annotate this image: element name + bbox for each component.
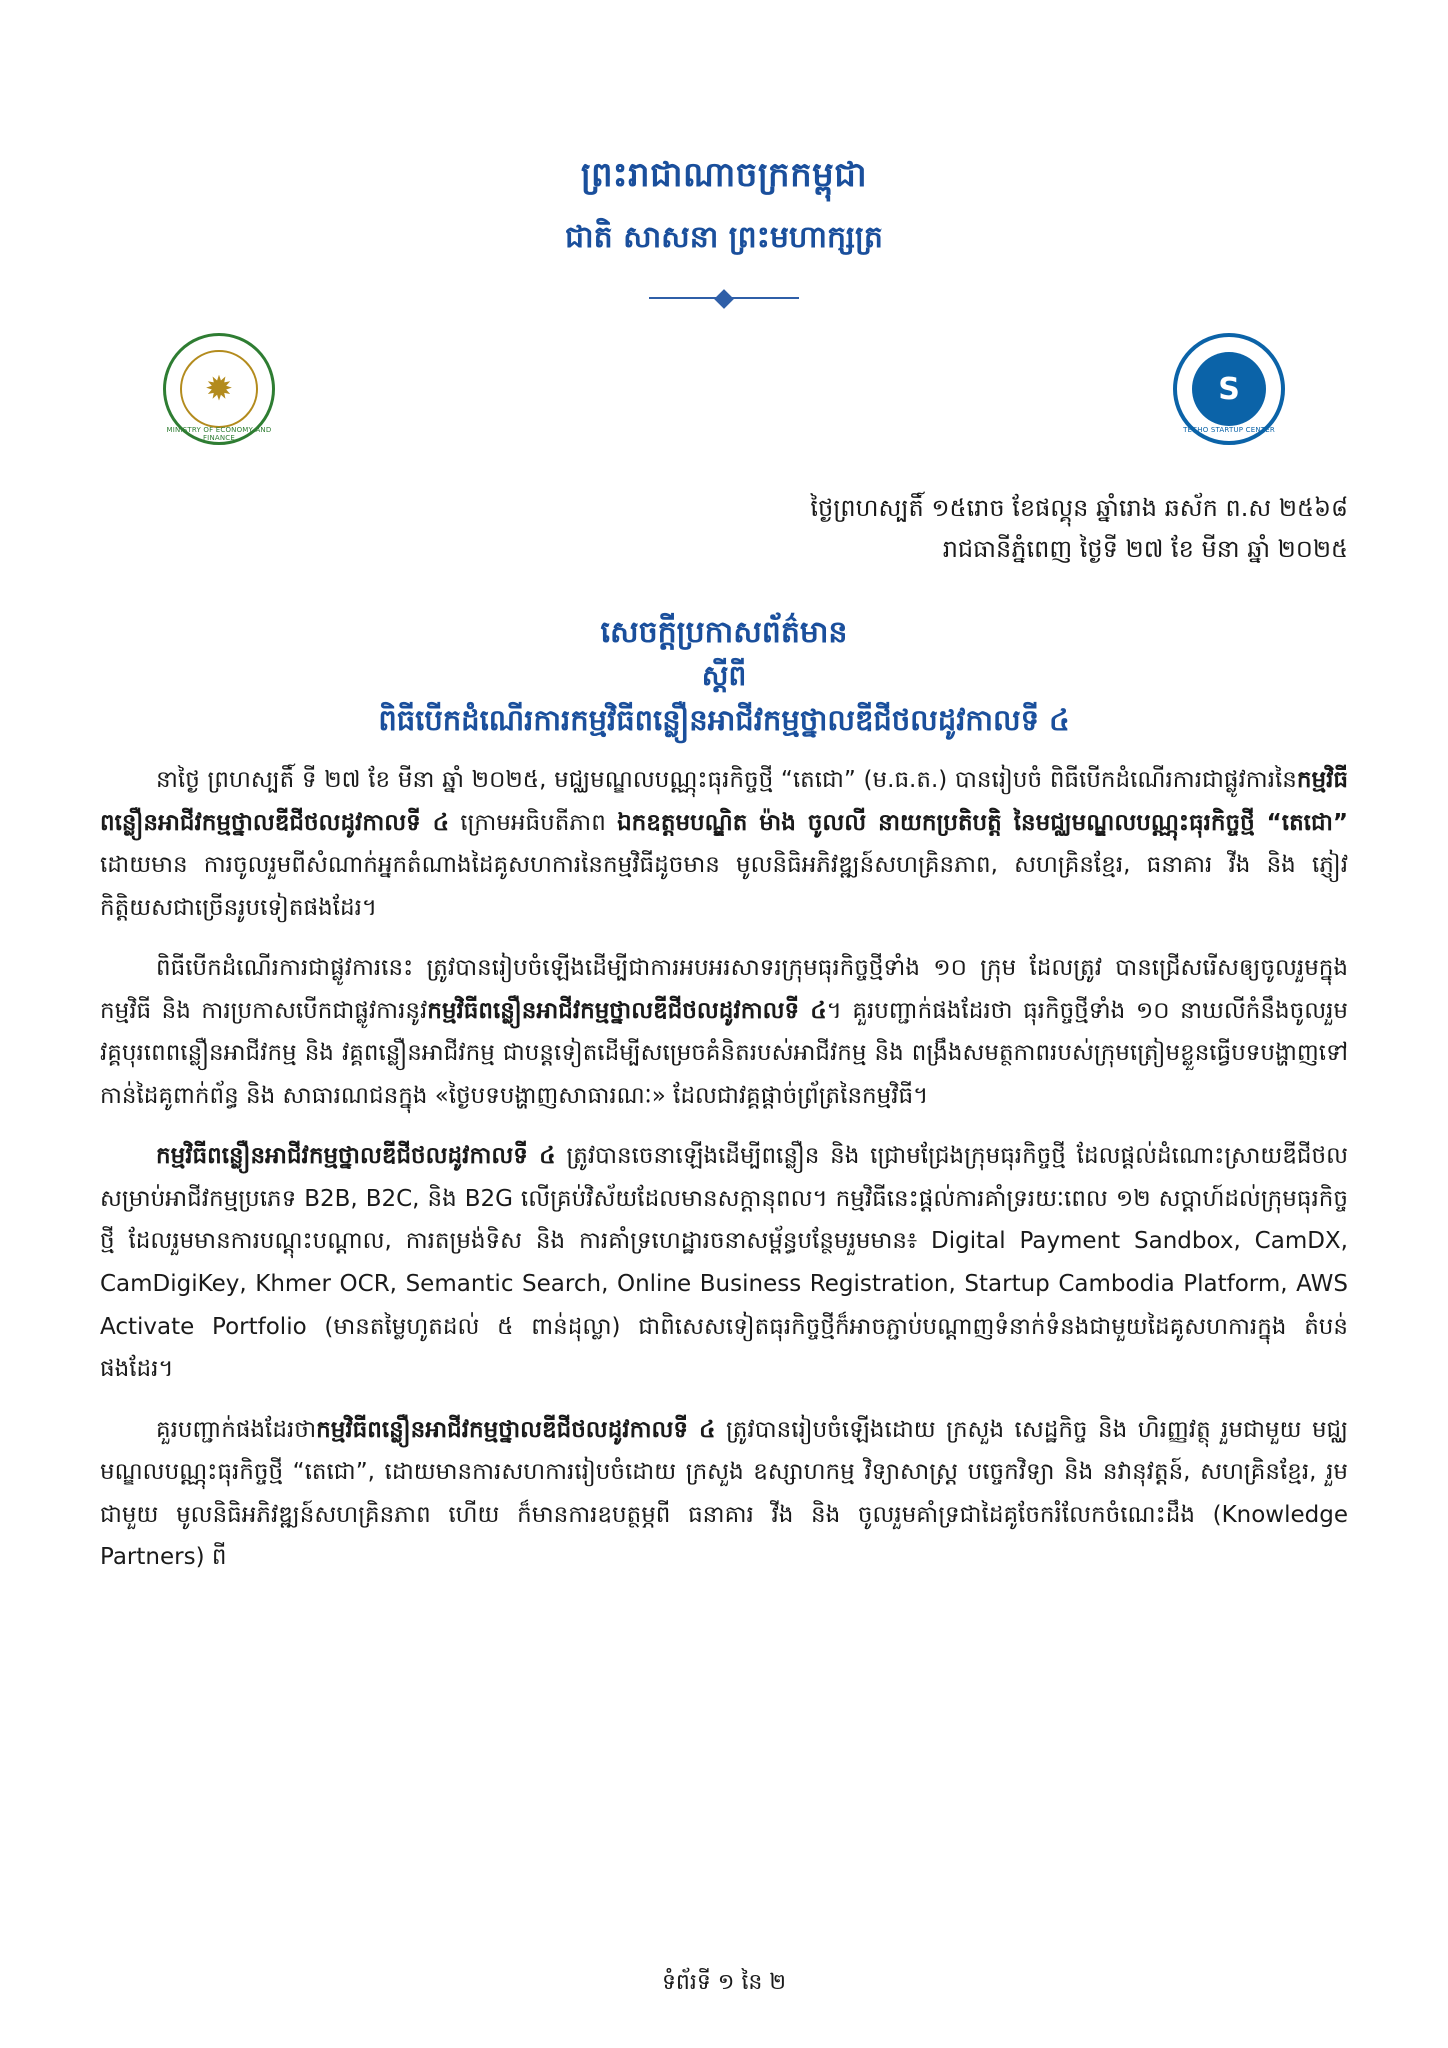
page-footer (0, 1968, 1448, 2000)
paragraph: ពិធីបើកដំណើរការជាផ្លូវការនេះ ត្រូវបានរៀបចំឡើងដើម្បីជាការអបអរសាទរក្រុមធុរកិច្ចថ្មីទាំង ១០ ក្រុម ដែលត្រូវ បានជ្រើសរើសឲ្យចូលរួមក្នុងកម្មវិធី និង ការប្រកាសបើកជាផ្លូវការនូវកម្មវិធីពន្លឿនអាជីវកម្មថ្នាលឌីជីថលដូវកាលទី ៤។ គួរបញ្ជាក់ផងដែរថា ធុរកិច្ចថ្មីទាំង ១០ នាឃលីកំនឹងចូលរួមវគ្គបុរពេពន្លឿនអាជីវកម្ម និង វគ្គពន្លឿនអាជីវកម្ម ជាបន្តទៀតដើម្បីសម្រេចគំនិតរបស់អាជីវកម្ម និង ពង្រឹងសមត្ថកាពរបស់ក្រុមត្រៀមខ្លួនធ្វើបទបង្ហាញទៅកាន់ដៃគូពាក់ព័ន្ធ និង សាធារណជនក្នុង «ថ្ងៃបទបង្ហាញសាធារណៈ» ដែលជាវគ្គផ្តាច់ព្រ័ត្រនៃកម្មវិធី។ (100, 955, 1348, 1109)
announcement-heading (0, 610, 1448, 743)
emphasis-text: កម្មវិធីពន្លឿនអាជីវកម្មថ្នាលឌីជីថលដូវកាលទី ៤ (316, 1416, 716, 1443)
ministry-of-economy-and-finance-logo (160, 330, 278, 448)
emphasis-text: កម្មវិធីពន្លឿនអាជីវកម្មថ្នាលឌីជីថលដូវកាលទី ៤ (427, 997, 827, 1024)
national-motto: ជាតិ សាសនា ព្រះមហាក្សត្រ (565, 220, 883, 255)
ornament-divider (649, 292, 799, 304)
emphasis-text: កម្មវិធីពន្លឿនអាជីវកម្មថ្នាលឌីជីថលដូវកាលទី ៤ (100, 766, 1348, 836)
emphasis-text: កម្មវិធីពន្លឿនអាជីវកម្មថ្នាលឌីជីថលដូវកាលទី ៤ (156, 1143, 556, 1170)
techo-logo-caption: TECHO STARTUP CENTER (1183, 426, 1275, 434)
announcement-subtitle: ស្តីពី (701, 658, 747, 692)
ministry-logo-caption: MINISTRY OF ECONOMY AND FINANCE (166, 426, 272, 442)
gregorian-date-line: រាជធានីភ្នំពេញ ថ្ងៃទី ២៧ ខែ មីនា ឆ្នាំ ២០២៥ (942, 534, 1348, 563)
emphasis-text: ឯកឧត្តមបណ្ឌិត ម៉ាង ចូលលី នាយកប្រតិបត្តិ នៃមជ្ឈមណ្ឌលបណ្ណុះធុរកិច្ចថ្មី “តេជោ” (617, 809, 1348, 836)
date-block (0, 488, 1448, 570)
kingdom-title: ព្រះរាជាណាចក្រកម្ពុជា (580, 155, 868, 195)
document-header (0, 0, 1448, 304)
buddhist-date-line: ថ្ងៃព្រហស្បតិ៍ ១៥រោច ខែផល្គុន ឆ្នាំរោង ឆស័ក ព.ស ២៥៦៨ (810, 494, 1348, 522)
logo-row (0, 330, 1448, 460)
paragraph: នាថ្ងៃ ព្រហស្បតិ៍ ទី ២៧ ខែ មីនា ឆ្នាំ ២០២៥, មជ្ឈមណ្ឌលបណ្ណុះធុរកិច្ចថ្មី “តេជោ” (ម.ធ.ត.) បានរៀបចំ ពិធីបើកដំណើរការជាផ្លូវការនៃកម្មវិធីពន្លឿនអាជីវកម្មថ្នាលឌីជីថលដូវកាលទី ៤ ក្រោមអធិបតីភាព ឯកឧត្តមបណ្ឌិត ម៉ាង ចូលលី នាយកប្រតិបត្តិ នៃមជ្ឈមណ្ឌលបណ្ណុះធុរកិច្ចថ្មី “តេជោ” ដោយមាន ការចូលរួមពីសំណាក់អ្នកតំណាងដៃគូសហការនៃកម្មវិធីដូចមាន មូលនិធិអភិវឌ្ឍន៍សហគ្រិនភាព, សហគ្រិនខ្មែរ, ធនាគារ វីង និង ភ្ញៀវកិត្តិយសជាច្រើនរូបទៀតផងដែរ។ (100, 766, 1348, 921)
paragraph: កម្មវិធីពន្លឿនអាជីវកម្មថ្នាលឌីជីថលដូវកាលទី ៤ ត្រូវបានចេនាឡើងដើម្បីពន្លឿន និង ជ្រោមជ្រែងក្រុមធុរកិច្ចថ្មី ដែលផ្តល់ដំណោះស្រាយឌីជីថលសម្រាប់អាជីវកម្មប្រភេទ B2B, B2C, និង B2G លើគ្រប់វិស័យដែលមានសក្តានុពល។ កម្មវិធីនេះផ្តល់ការគាំទ្ររយៈពេល ១២ សប្តាហ៍ដល់ក្រុមធុរកិច្ចថ្មី ដែលរួមមានការបណ្តុះបណ្តាល, ការតម្រង់ទិស និង ការគាំទ្រហេដ្ឋារចនាសម្ព័ន្ធបន្ថែមរួមមាន៖ Digital Payment Sandbox, CamDX, CamDigiKey, Khmer OCR, Semantic Search, Online Business Registration, Startup Cambodia Platform, AWS Activate Portfolio (មានតម្លៃហូតដល់ ៥ ពាន់ដុល្លា) ជាពិសេសទៀតធុរកិច្ចថ្មីក៏អាចភ្ជាប់បណ្តាញទំនាក់ទំនងជាមួយដៃគូសហការក្នុង តំបន់ផងដែរ។ (100, 1143, 1349, 1383)
techo-startup-center-logo (1170, 330, 1288, 448)
paragraph: គួរបញ្ជាក់ផងដែរថាកម្មវិធីពន្លឿនអាជីវកម្មថ្នាលឌីជីថលដូវកាលទី ៤ ត្រូវបានរៀបចំឡើងដោយ ក្រសួង សេដ្ឋកិច្ច និង ហិរញ្ញវត្ថុ រួមជាមួយ មជ្ឈមណ្ឌលបណ្ណុះធុរកិច្ចថ្មី “តេជោ”, ដោយមានការសហការរៀបចំដោយ ក្រសួង ឧស្សាហកម្ម វិទ្យាសាស្ត្រ បច្ចេកវិទ្យា និង នវានុវត្តន៍, សហគ្រិនខ្មែរ, រួមជាមួយ មូលនិធិអភិវឌ្ឍន៍សហគ្រិនភាព ហើយ ក៏មានការឧបត្ថម្ភពី ធនាគារ វីង និង ចូលរួមគាំទ្រជាដៃគូចែករំលែកចំណេះដឹង (Knowledge Partners) ពី (100, 1416, 1349, 1571)
garuda-emblem-icon: ✹ (180, 350, 258, 428)
page-number-label: ទំព័រទី ១ នៃ ២ (661, 1970, 787, 1995)
techo-emblem-icon: S (1192, 352, 1266, 426)
document-body (0, 759, 1448, 1579)
announcement-title: សេចក្តីប្រកាសព័ត៌មាន (600, 614, 848, 650)
announcement-topic: ពិធីបើកដំណើរការកម្មវិធីពន្លឿនអាជីវកម្មថ្នាលឌីជីថលដូវកាលទី ៤ (378, 702, 1070, 737)
